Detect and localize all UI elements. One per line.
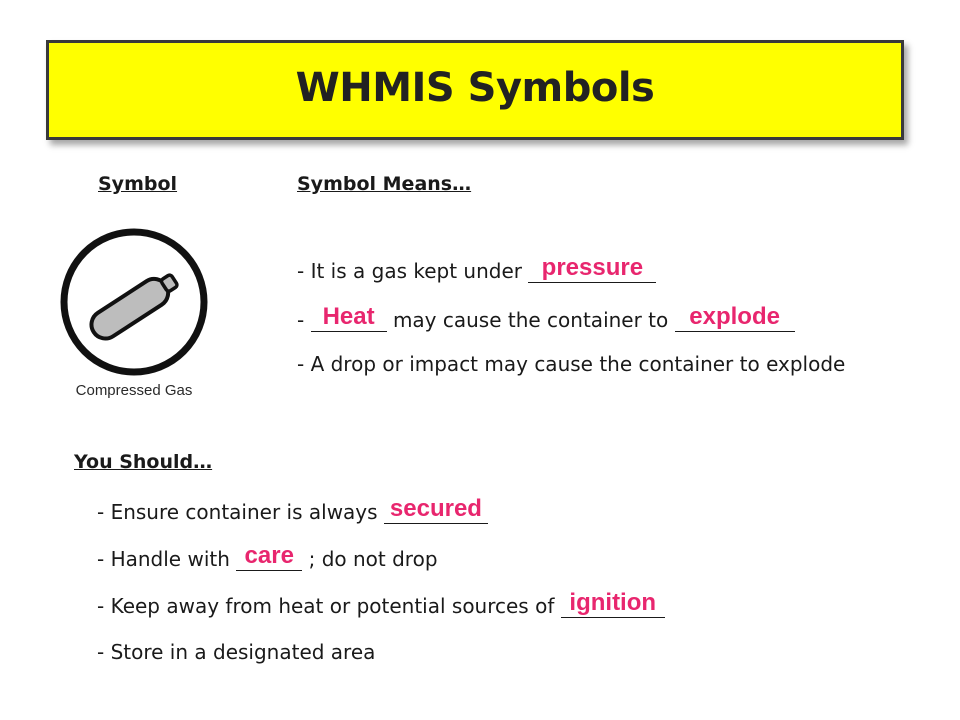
symbol-means-heading: Symbol Means…	[297, 173, 472, 195]
means-line-2	[297, 303, 795, 332]
should-line-3-text: - Keep away from heat or potential sources of	[97, 594, 555, 618]
answer-secured: secured	[389, 495, 482, 522]
means-line-2-dash: -	[297, 308, 305, 332]
answer-care: care	[244, 542, 294, 569]
you-should-heading: You Should…	[74, 451, 213, 473]
answer-explode: explode	[689, 303, 780, 330]
compressed-gas-symbol	[52, 222, 216, 404]
means-line-1	[297, 254, 656, 283]
should-line-2	[97, 542, 438, 571]
answer-heat: Heat	[322, 303, 375, 330]
means-line-1-text: - It is a gas kept under	[297, 259, 522, 283]
means-line-3: - A drop or impact may cause the container to explode	[297, 352, 846, 376]
symbol-column-heading: Symbol	[98, 173, 178, 195]
blank-pressure	[528, 254, 656, 283]
should-line-4: - Store in a designated area	[97, 640, 376, 664]
answer-ignition: ignition	[569, 589, 657, 616]
means-line-2-text: may cause the container to	[392, 308, 669, 332]
should-line-2-suffix: ; do not drop	[308, 547, 438, 571]
blank-care	[236, 542, 302, 571]
should-line-2-text: - Handle with	[97, 547, 230, 571]
should-line-3	[97, 589, 665, 618]
blank-explode	[675, 303, 795, 332]
blank-heat	[311, 303, 387, 332]
should-line-1	[97, 495, 488, 524]
page-title: WHMIS Symbols	[295, 65, 655, 111]
compressed-gas-cylinder-icon	[52, 222, 216, 382]
blank-secured	[384, 495, 488, 524]
title-banner	[46, 40, 904, 140]
blank-ignition	[561, 589, 665, 618]
answer-pressure: pressure	[541, 254, 644, 281]
should-line-1-text: - Ensure container is always	[97, 500, 378, 524]
symbol-caption: Compressed Gas	[75, 382, 193, 399]
